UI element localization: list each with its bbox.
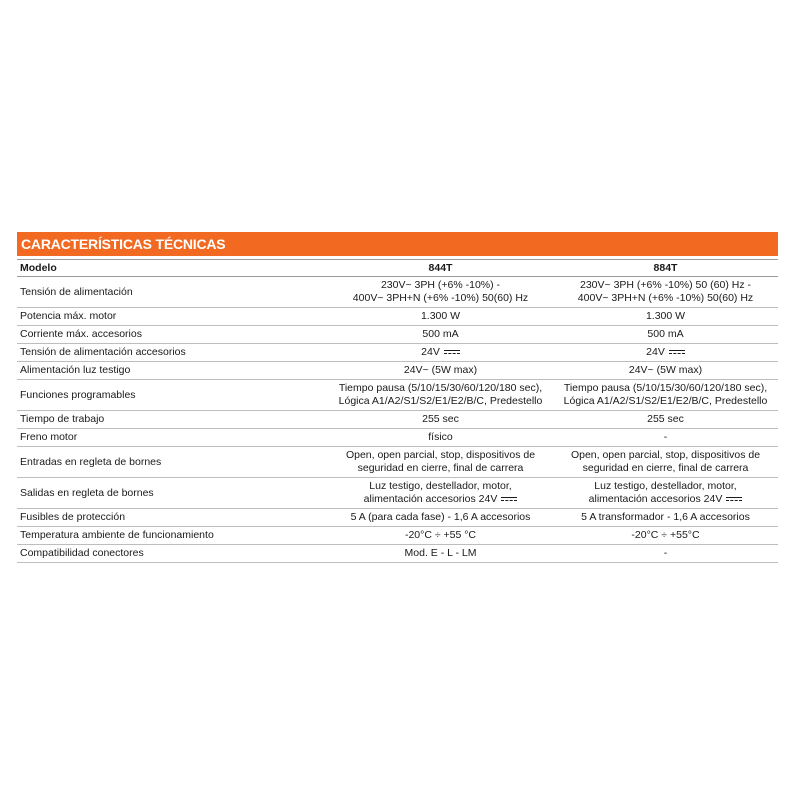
value-text: físico bbox=[428, 431, 453, 443]
value-line bbox=[331, 529, 550, 542]
spec-table-body bbox=[17, 277, 778, 563]
value-text: 230V~ 3PH (+6% -10%) - bbox=[380, 279, 501, 291]
table-row bbox=[17, 527, 778, 545]
row-value-model-a bbox=[328, 478, 553, 509]
value-line bbox=[556, 511, 775, 524]
row-value-model-b bbox=[553, 277, 778, 308]
dc-current-icon bbox=[444, 350, 460, 355]
row-value-model-b bbox=[553, 326, 778, 344]
row-label: Potencia máx. motor bbox=[17, 308, 328, 326]
value-text: -20°C ÷ +55 °C bbox=[404, 529, 477, 541]
row-value-model-a bbox=[328, 509, 553, 527]
table-header-row bbox=[17, 260, 778, 277]
row-value-model-a bbox=[328, 447, 553, 478]
row-label: Tiempo de trabajo bbox=[17, 411, 328, 429]
value-line bbox=[331, 413, 550, 426]
row-value-model-a bbox=[328, 308, 553, 326]
value-text: Open, open parcial, stop, dispositivos de bbox=[345, 449, 536, 461]
value-text: 255 sec bbox=[422, 413, 459, 425]
row-label: Corriente máx. accesorios bbox=[17, 326, 328, 344]
value-text: alimentación accesorios 24V bbox=[588, 493, 723, 505]
value-text: Tiempo pausa (5/10/15/30/60/120/180 sec), bbox=[563, 382, 768, 394]
row-value-model-a bbox=[328, 429, 553, 447]
row-value-model-b bbox=[553, 527, 778, 545]
row-value-model-b bbox=[553, 380, 778, 411]
spec-sheet bbox=[17, 232, 778, 563]
value-text: Open, open parcial, stop, dispositivos de bbox=[570, 449, 761, 461]
value-text: 255 sec bbox=[647, 413, 684, 425]
row-value-model-a bbox=[328, 527, 553, 545]
value-text: 5 A (para cada fase) - 1,6 A accesorios bbox=[350, 511, 531, 523]
value-line bbox=[331, 547, 550, 560]
row-value-model-b bbox=[553, 344, 778, 362]
row-value-model-a bbox=[328, 344, 553, 362]
value-line bbox=[556, 529, 775, 542]
table-row bbox=[17, 277, 778, 308]
row-label: Funciones programables bbox=[17, 380, 328, 411]
value-line bbox=[331, 462, 550, 475]
value-line bbox=[556, 413, 775, 426]
table-row bbox=[17, 380, 778, 411]
dc-current-icon bbox=[726, 497, 742, 502]
value-text: - bbox=[663, 431, 668, 443]
value-line bbox=[556, 382, 775, 395]
value-text: 24V~ (5W max) bbox=[628, 364, 703, 376]
spec-table bbox=[17, 259, 778, 563]
row-label: Fusibles de protección bbox=[17, 509, 328, 527]
row-value-model-a bbox=[328, 277, 553, 308]
value-text: 400V~ 3PH+N (+6% -10%) 50(60) Hz bbox=[352, 292, 529, 304]
header-model-b: 884T bbox=[553, 260, 778, 277]
value-line bbox=[331, 279, 550, 292]
value-line bbox=[556, 310, 775, 323]
value-text: 230V~ 3PH (+6% -10%) 50 (60) Hz - bbox=[580, 279, 751, 291]
value-line bbox=[331, 346, 550, 359]
row-value-model-a bbox=[328, 326, 553, 344]
value-line bbox=[331, 431, 550, 444]
row-label: Temperatura ambiente de funcionamiento bbox=[17, 527, 328, 545]
row-value-model-a bbox=[328, 380, 553, 411]
value-line bbox=[556, 449, 775, 462]
row-value-model-b bbox=[553, 545, 778, 563]
row-label: Freno motor bbox=[17, 429, 328, 447]
table-row bbox=[17, 509, 778, 527]
row-label: Tensión de alimentación accesorios bbox=[17, 344, 328, 362]
value-line bbox=[331, 364, 550, 377]
value-text: Mod. E - L - LM bbox=[404, 547, 477, 559]
value-text: - bbox=[663, 547, 668, 559]
value-text: seguridad en cierre, final de carrera bbox=[357, 462, 524, 474]
value-text: 24V~ (5W max) bbox=[403, 364, 478, 376]
value-line bbox=[331, 480, 550, 493]
value-line bbox=[331, 382, 550, 395]
value-text: seguridad en cierre, final de carrera bbox=[582, 462, 749, 474]
value-line bbox=[331, 511, 550, 524]
row-value-model-b bbox=[553, 429, 778, 447]
value-line bbox=[556, 462, 775, 475]
value-line bbox=[556, 328, 775, 341]
value-line bbox=[331, 395, 550, 408]
value-text: 1.300 W bbox=[645, 310, 686, 322]
value-line bbox=[331, 310, 550, 323]
value-line bbox=[331, 449, 550, 462]
row-label: Entradas en regleta de bornes bbox=[17, 447, 328, 478]
value-line bbox=[556, 279, 775, 292]
value-line bbox=[556, 364, 775, 377]
value-line bbox=[331, 328, 550, 341]
table-row bbox=[17, 326, 778, 344]
value-line bbox=[331, 493, 550, 506]
row-label: Salidas en regleta de bornes bbox=[17, 478, 328, 509]
value-text: 1.300 W bbox=[420, 310, 461, 322]
value-line bbox=[556, 480, 775, 493]
value-line bbox=[331, 292, 550, 305]
value-text: 5 A transformador - 1,6 A accesorios bbox=[581, 511, 750, 523]
value-text: Luz testigo, destellador, motor, bbox=[594, 480, 737, 492]
row-value-model-b bbox=[553, 411, 778, 429]
table-row bbox=[17, 308, 778, 326]
value-text: 24V bbox=[646, 346, 665, 358]
row-value-model-b bbox=[553, 509, 778, 527]
header-label: Modelo bbox=[17, 260, 328, 277]
value-line bbox=[556, 493, 775, 506]
value-text: 500 mA bbox=[422, 328, 459, 340]
table-row bbox=[17, 344, 778, 362]
table-row bbox=[17, 447, 778, 478]
row-label: Alimentación luz testigo bbox=[17, 362, 328, 380]
value-text: Lógica A1/A2/S1/S2/E1/E2/B/C, Predestello bbox=[563, 395, 768, 407]
table-row bbox=[17, 478, 778, 509]
dc-current-icon bbox=[501, 497, 517, 502]
section-title: CARACTERÍSTICAS TÉCNICAS bbox=[17, 232, 778, 256]
table-row bbox=[17, 429, 778, 447]
value-text: 400V~ 3PH+N (+6% -10%) 50(60) Hz bbox=[577, 292, 754, 304]
row-value-model-b bbox=[553, 362, 778, 380]
table-row bbox=[17, 362, 778, 380]
row-value-model-b bbox=[553, 308, 778, 326]
row-label: Compatibilidad conectores bbox=[17, 545, 328, 563]
value-line bbox=[556, 547, 775, 560]
row-value-model-a bbox=[328, 411, 553, 429]
row-label: Tensión de alimentación bbox=[17, 277, 328, 308]
value-line bbox=[556, 292, 775, 305]
value-line bbox=[556, 346, 775, 359]
row-value-model-b bbox=[553, 447, 778, 478]
header-model-a: 844T bbox=[328, 260, 553, 277]
row-value-model-a bbox=[328, 545, 553, 563]
value-line bbox=[556, 395, 775, 408]
value-line bbox=[556, 431, 775, 444]
dc-current-icon bbox=[669, 350, 685, 355]
table-row bbox=[17, 545, 778, 563]
value-text: Lógica A1/A2/S1/S2/E1/E2/B/C, Predestello bbox=[338, 395, 543, 407]
value-text: alimentación accesorios 24V bbox=[363, 493, 498, 505]
row-value-model-b bbox=[553, 478, 778, 509]
row-value-model-a bbox=[328, 362, 553, 380]
table-row bbox=[17, 411, 778, 429]
value-text: -20°C ÷ +55°C bbox=[631, 529, 700, 541]
value-text: 24V bbox=[421, 346, 440, 358]
value-text: 500 mA bbox=[647, 328, 684, 340]
value-text: Tiempo pausa (5/10/15/30/60/120/180 sec), bbox=[338, 382, 543, 394]
value-text: Luz testigo, destellador, motor, bbox=[369, 480, 512, 492]
